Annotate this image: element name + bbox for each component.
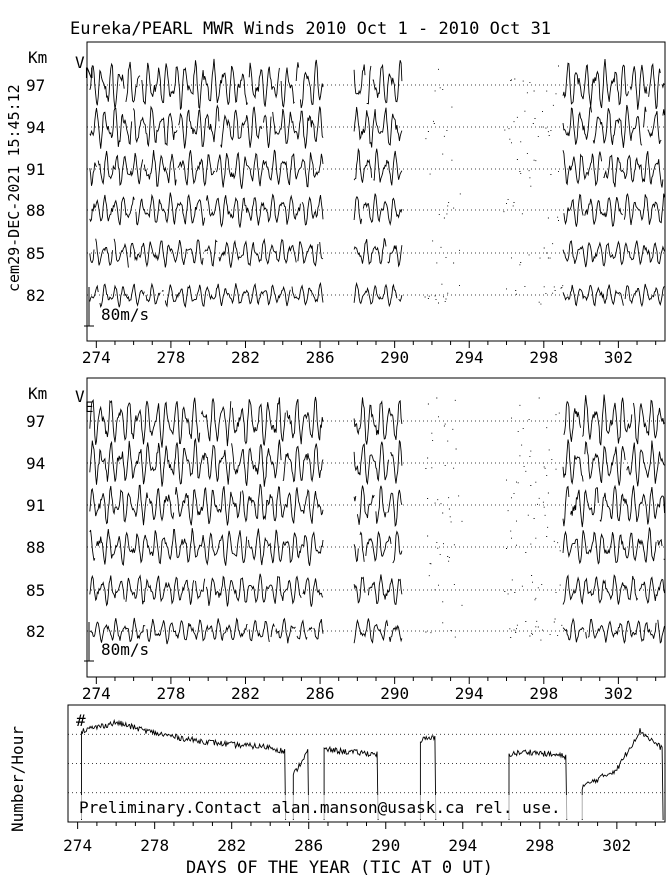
- x-tick-label-294: 294: [454, 348, 484, 367]
- east-scale-label: 80m/s: [101, 640, 150, 659]
- east-ylabel: Km: [28, 384, 48, 403]
- count-x-tick-label-282: 282: [217, 836, 247, 855]
- north-component-letter: V: [75, 53, 85, 72]
- altitude-label-97: 97: [26, 412, 46, 431]
- wind-trace-91km: [90, 484, 665, 527]
- north-component-sub: N: [85, 66, 94, 82]
- altitude-label-91: 91: [26, 496, 46, 515]
- x-tick-label-302: 302: [603, 684, 633, 703]
- footer-note: Preliminary.Contact alan.manson@usask.ca rel. use.: [79, 798, 561, 817]
- altitude-label-85: 85: [26, 244, 46, 263]
- x-tick-label-286: 286: [305, 348, 335, 367]
- count-x-tick-label-298: 298: [525, 836, 555, 855]
- count-x-tick-label-286: 286: [294, 836, 324, 855]
- wind-trace-85km: [90, 574, 665, 607]
- x-tick-label-290: 290: [380, 348, 410, 367]
- count-x-ticks: [63, 822, 655, 855]
- wind-trace-91km: [90, 149, 665, 189]
- panel-north-wind: [26, 42, 665, 367]
- north-traces: [90, 59, 665, 307]
- wind-trace-88km: [90, 527, 665, 566]
- wind-trace-82km: [90, 283, 665, 307]
- north-scale-label: 80m/s: [101, 305, 150, 324]
- altitude-label-88: 88: [26, 538, 46, 557]
- altitude-label-85: 85: [26, 581, 46, 600]
- altitude-label-82: 82: [26, 286, 46, 305]
- altitude-label-97: 97: [26, 76, 46, 95]
- east-component-sub: E: [85, 400, 94, 416]
- x-tick-label-290: 290: [380, 684, 410, 703]
- east-plot-frame: [87, 378, 665, 677]
- wind-trace-94km: [90, 105, 665, 149]
- x-tick-label-278: 278: [156, 348, 186, 367]
- x-tick-label-278: 278: [156, 684, 186, 703]
- count-x-tick-label-290: 290: [371, 836, 401, 855]
- chart-title: Eureka/PEARL MWR Winds 2010 Oct 1 - 2010 Oct 31: [70, 19, 552, 39]
- wind-trace-82km: [90, 618, 665, 644]
- wind-trace-88km: [90, 193, 665, 228]
- panel-east-wind: [26, 378, 665, 703]
- east-component-letter: V: [75, 387, 85, 406]
- wind-trace-97km: [90, 59, 665, 110]
- count-x-tick-label-274: 274: [63, 836, 93, 855]
- x-tick-label-282: 282: [231, 684, 260, 703]
- x-tick-label-302: 302: [603, 348, 633, 367]
- altitude-label-82: 82: [26, 622, 46, 641]
- x-tick-label-286: 286: [305, 684, 335, 703]
- altitude-label-91: 91: [26, 160, 46, 179]
- count-marker: #: [76, 711, 86, 730]
- count-x-tick-label-302: 302: [602, 836, 632, 855]
- side-timestamp: cem29-DEC-2021 15:45:12: [5, 84, 23, 292]
- altitude-label-88: 88: [26, 201, 46, 220]
- count-gridlines: [68, 734, 665, 793]
- count-x-tick-label-294: 294: [448, 836, 478, 855]
- north-ylabel: Km: [28, 48, 48, 67]
- altitude-label-94: 94: [26, 118, 46, 137]
- x-tick-label-294: 294: [454, 684, 484, 703]
- east-traces: [90, 395, 665, 645]
- wind-trace-85km: [90, 238, 665, 267]
- wind-trace-97km: [90, 395, 665, 448]
- x-tick-label-282: 282: [231, 348, 260, 367]
- panel-meteor-count: [8, 705, 665, 855]
- east-y-labels: [26, 412, 45, 641]
- east-x-ticks: [82, 677, 656, 703]
- wind-trace-94km: [90, 439, 665, 486]
- x-axis-label: DAYS OF THE YEAR (TIC AT 0 UT): [186, 858, 494, 877]
- x-tick-label-274: 274: [81, 684, 111, 703]
- north-x-ticks: [82, 341, 656, 367]
- x-tick-label-274: 274: [81, 348, 111, 367]
- count-x-tick-label-278: 278: [140, 836, 170, 855]
- count-ylabel: Number/Hour: [8, 726, 27, 832]
- altitude-label-94: 94: [26, 454, 46, 473]
- x-tick-label-298: 298: [529, 348, 559, 367]
- north-y-labels: [26, 76, 45, 305]
- x-tick-label-298: 298: [529, 684, 559, 703]
